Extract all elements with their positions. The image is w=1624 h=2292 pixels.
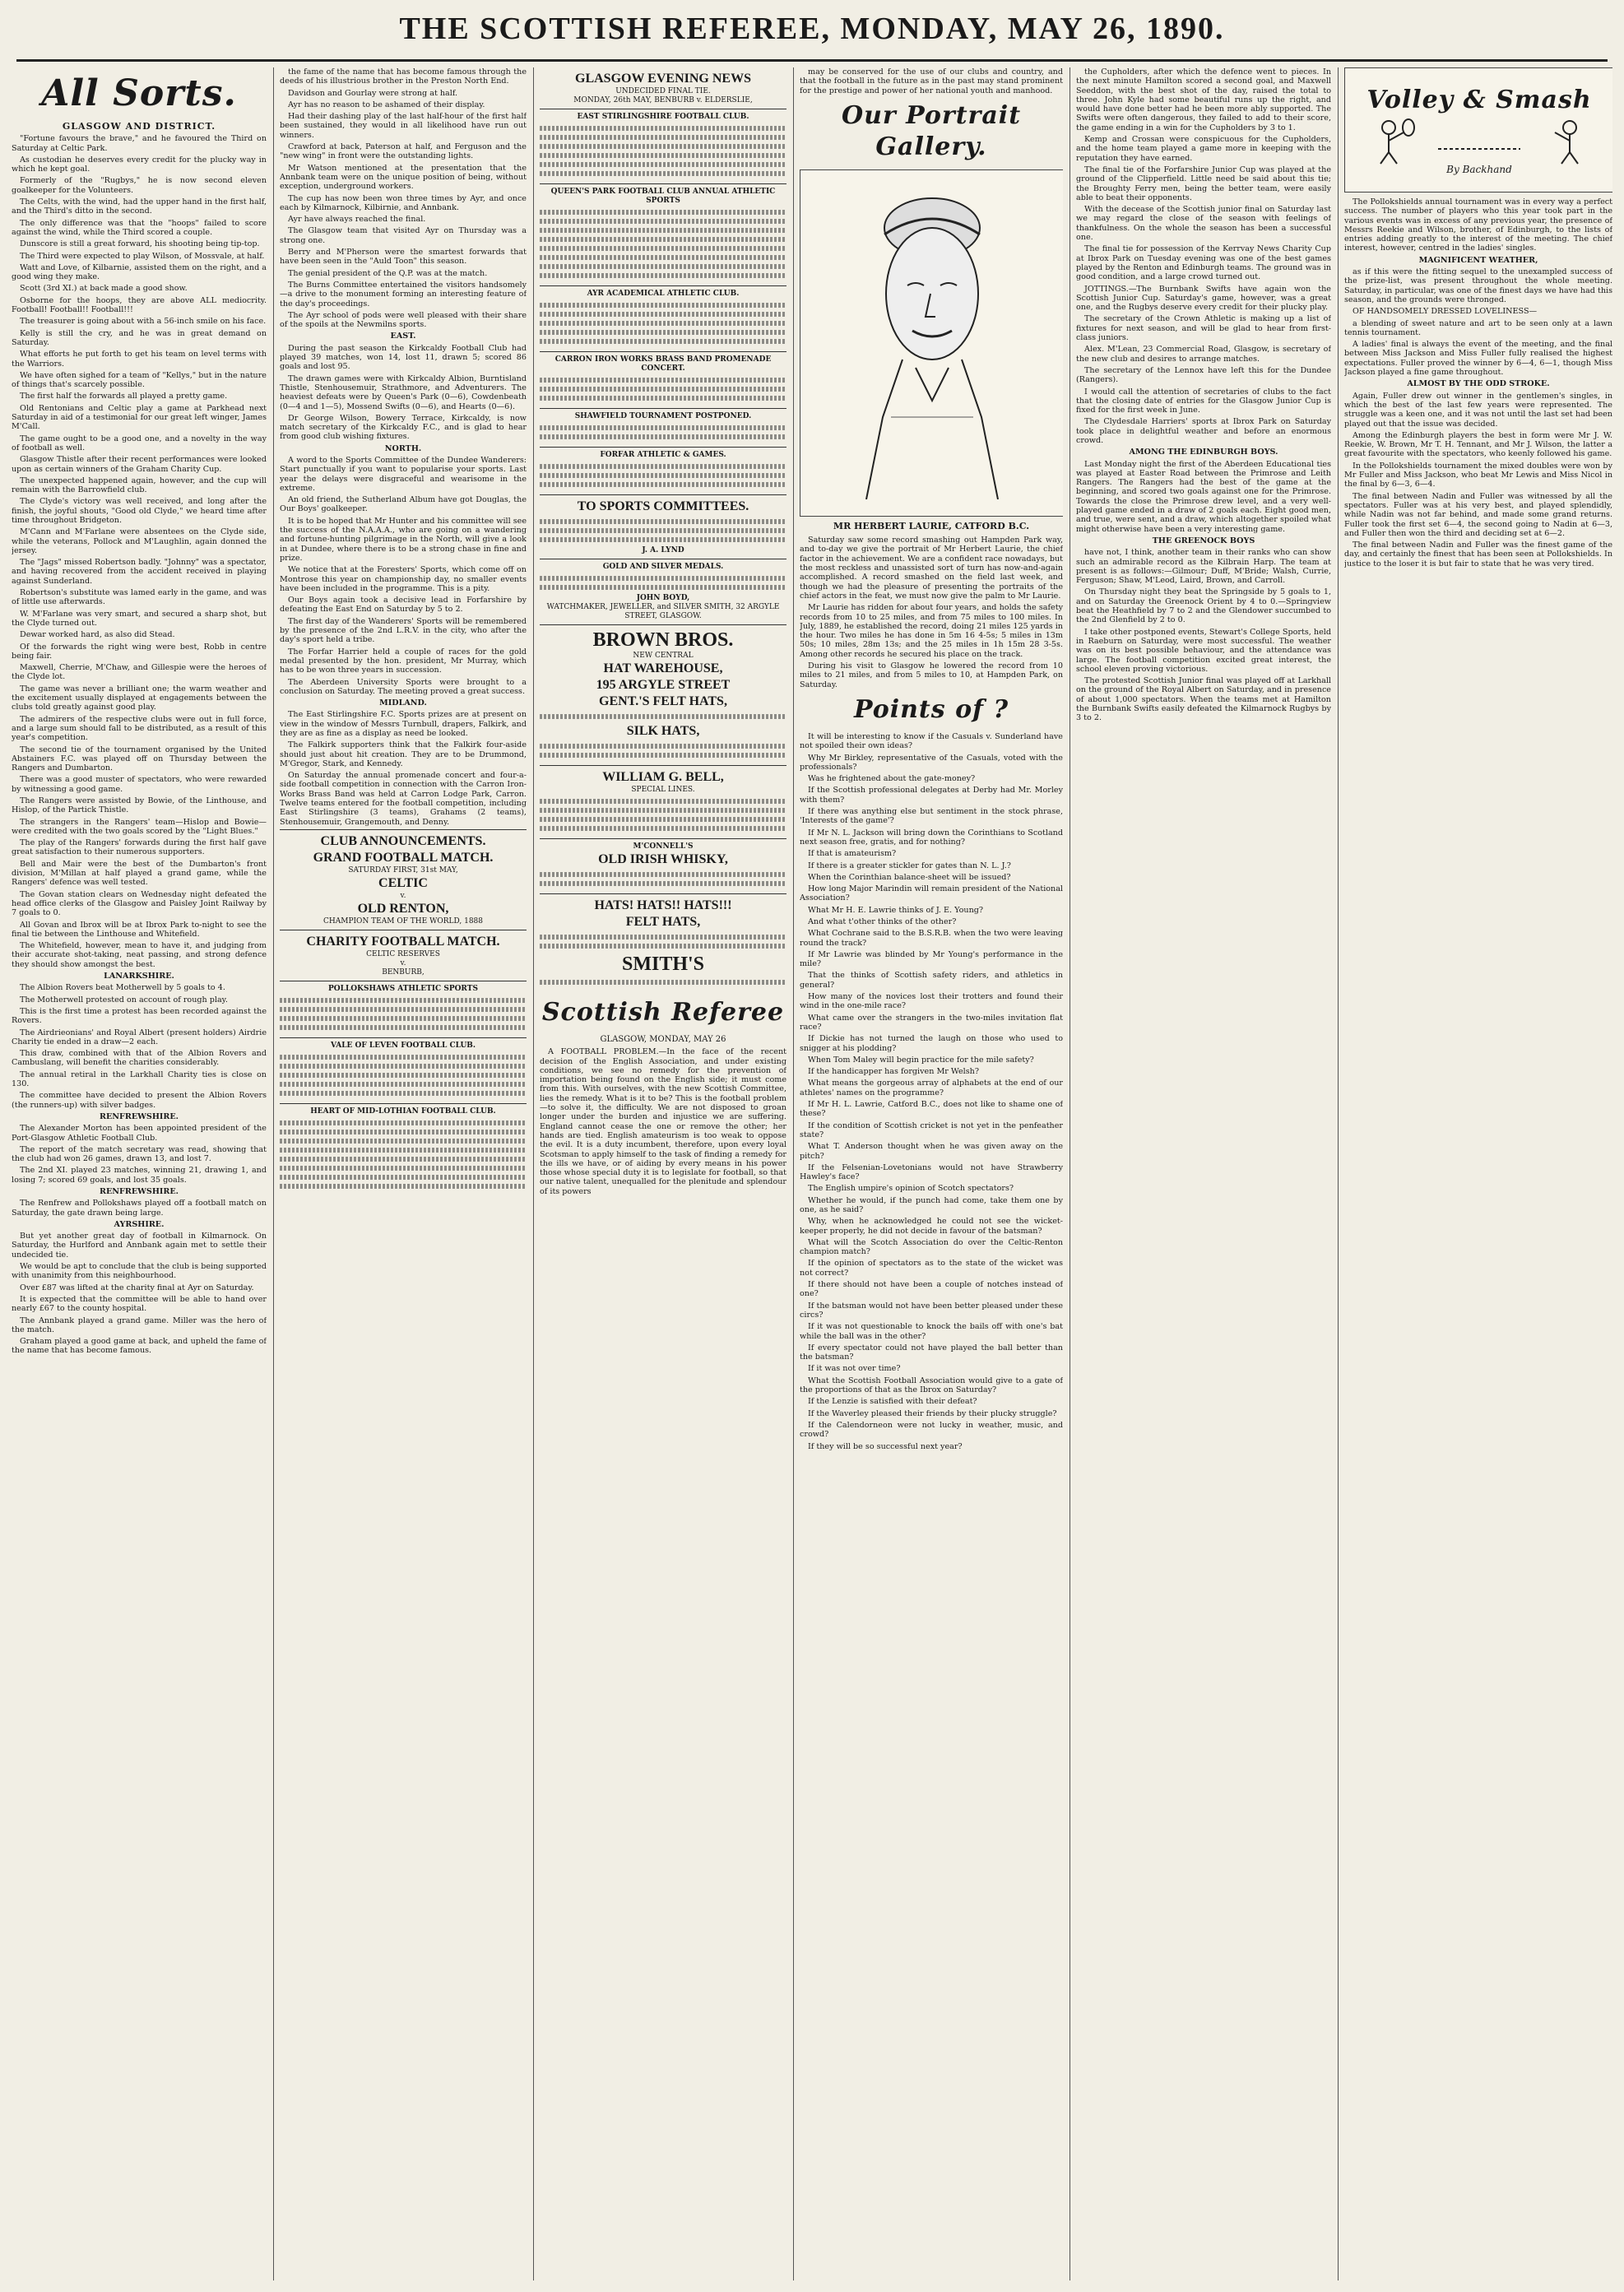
pollokshaws-title: POLLOKSHAWS ATHLETIC SPORTS	[328, 984, 478, 993]
paragraph: AYRSHIRE.	[114, 1219, 165, 1229]
paragraph: Kelly is still the cry, and he was in great demand on Saturday.	[12, 328, 267, 347]
paragraph: Dunscore is still a great forward, his shooting being tip-top.	[20, 239, 260, 249]
paragraph: Saturday saw some record smashing out Hampden Park way, and to-day we give the portrait of Mr Herbert Laurie, the chief factor in the achievement. We are a confident race nowadays, but the most reckless and unassisted sort of turn has now-and-again accomplished. A record smashed on the field last week, and though we had the pleasure of presenting the portraits of the chief actors in the feat, we must now give the palm to Mr Laurie.	[800, 536, 1063, 601]
paragraph: The secretary of the Crown Athletic is making up a list of fixtures for next season, and will be glad to hear from first-class juniors.	[1076, 314, 1331, 343]
paragraph: The strangers in the Rangers' team—Hislop and Bowie—were credited with the two goals scored by the "Light Blues."	[12, 817, 267, 836]
paragraph: I take other postponed events, Stewart's College Sports, held in Raeburn on Saturday, were most successful. The weather was on its best possible behaviour, and the attendance was large. The football competition excited great interest, the school eleven proving victorious.	[1076, 627, 1331, 674]
whisky-ad	[540, 838, 786, 893]
masthead-rule	[16, 59, 1608, 62]
paragraph: The Renfrew and Pollokshaws played off a football match on Saturday, the gate drawn being large.	[12, 1199, 267, 1218]
charity-team-2: BENBURB,	[382, 967, 425, 977]
paragraph: The final between Nadin and Fuller was witnessed by all the spectators. Fuller was at his very best, and played splendidly, while Nadin was not far behind, and made some grand returns. Fuller took the first set 6—4, the second going to Nadin at 6—3, and Fuller then won the third and deciding set at 6—2.	[1344, 491, 1612, 538]
paragraph: Mr Laurie has ridden for about four years, and holds the safety records from 10 to 25 miles, and from 75 miles to 100 miles. In July, 1889, he established the record, doing 21 miles 125 yards in the hour. Two miles he has done in 5m 16 4-5s; 5 miles in 13m 50s; 10 miles, 28m 13s; and the 25 miles in 1h 15m 28 3-5s. Among other records he secured his place on the track.	[800, 603, 1063, 659]
all-sorts-heading: All Sorts.	[41, 72, 237, 114]
paragraph: Bell and Mair were the best of the Dumbarton's front division, M'Millan at half played a grand game, while the Rangers' defence was well tested.	[12, 859, 267, 888]
paragraph: The game was never a brilliant one; the warm weather and the excitement usually displayed at engagements between the clubs told greatly against good play.	[12, 684, 267, 712]
column-volley-smash	[1344, 67, 1612, 2280]
notes-body	[280, 67, 527, 827]
points-heading: Points of ?	[853, 694, 1009, 724]
point-item: What T. Anderson thought when he was given away on the pitch?	[800, 1142, 1063, 1161]
point-item: Why Mr Birkley, representative of the Casuals, voted with the professionals?	[800, 753, 1063, 772]
paragraph: In the Pollokshields tournament the mixed doubles were won by Mr Fuller and Miss Jackson, who beat Mr Lewis and Miss Nicol in the final by 6—3, 6—4.	[1344, 461, 1612, 489]
points-list	[800, 732, 1063, 1451]
paragraph: MAGNIFICENT WEATHER,	[1418, 255, 1538, 265]
heart-of-midlothian-ad	[280, 1103, 527, 1196]
paragraph: The Pollokshields annual tournament was in every way a perfect success. The number of players who this year took part in the various events was in excess of any previous year, the presence of Messrs Reekie and Wilson, brother, of Edinburgh, to the lists of entries adding greatly to the interest of the meeting. The chief interest, however, centred in the ladies' singles.	[1344, 197, 1612, 253]
paragraph: the fame of the name that has become famous through the deeds of his illustrious brother in the Preston North End.	[280, 67, 527, 86]
point-item: Was he frightened about the gate-money?	[808, 774, 976, 784]
volley-smash-byline: By Backhand	[1446, 164, 1512, 176]
point-item: If the handicapper has forgiven Mr Welsh?	[808, 1067, 979, 1077]
smith-name: SMITH'S	[621, 953, 705, 975]
felt-hats: GENT.'S FELT HATS,	[599, 694, 727, 708]
paragraph: The committee have decided to present the Albion Rovers (the runners-up) with silver badges.	[12, 1091, 267, 1110]
paragraph: But yet another great day of football in Kilmarnock. On Saturday, the Hurlford and Annbank again met to settle their undecided tie.	[12, 1232, 267, 1260]
brown-bros-ad	[540, 624, 786, 765]
volley-smash-body	[1344, 197, 1612, 568]
point-item: If the batsman would not have been better pleased under these circs?	[800, 1301, 1063, 1320]
point-item: The English umpire's opinion of Scotch spectators?	[808, 1184, 1014, 1194]
paragraph: The report of the match secretary was read, showing that the club had won 26 games, drawn 13, and lost 7.	[12, 1144, 267, 1164]
charity-versus: v.	[400, 958, 406, 967]
point-item: If there should not have been a couple of notches instead of one?	[800, 1280, 1063, 1299]
point-item: If there was anything else but sentiment in the stock phrase, 'Interests of the game'?	[800, 807, 1063, 826]
east-stirlingshire-title: EAST STIRLINGSHIRE FOOTBALL CLUB.	[577, 113, 749, 121]
paragraph: Old Rentonians and Celtic play a game at Parkhead next Saturday in aid of a testimonial for our great left winger, James M'Call.	[12, 403, 267, 432]
east-stirlingshire-ad	[540, 109, 786, 183]
portrait-illustration	[800, 169, 1063, 517]
charity-team-1: CELTIC RESERVES	[366, 949, 440, 958]
paragraph: M'Cann and M'Farlane were absentees on the Clyde side, while the veterans, Pollock and M'Laughlin, again donned the jersey.	[12, 527, 267, 555]
boyd-name: JOHN BOYD,	[636, 594, 690, 602]
glasgow-district-subhead: GLASGOW AND DISTRICT.	[62, 121, 216, 132]
sports-committees-title: TO SPORTS COMMITTEES.	[577, 499, 749, 513]
paragraph: Alex. M'Lean, 23 Commercial Road, Glasgow, is secretary of the new club and desires to arrange matches.	[1076, 345, 1331, 364]
paragraph: The Aberdeen University Sports were brought to a conclusion on Saturday. The meeting proved a great success.	[280, 677, 527, 696]
paragraph: The unexpected happened again, however, and the cup will remain with the Barrowfield club.	[12, 476, 267, 495]
paragraph: As custodian he deserves every credit for the plucky way in which he kept goal.	[12, 155, 267, 174]
portrait-sketch	[833, 170, 1031, 499]
point-item: If the Scottish professional delegates at Derby had Mr. Morley with them?	[800, 786, 1063, 805]
evening-news-sub: UNDECIDED FINAL TIE.	[615, 87, 711, 95]
paragraph: The Forfar Harrier held a couple of races for the gold medal presented by the hon. president, Mr Murray, which has to be won three years in succession.	[280, 647, 527, 675]
paragraph: The cup has now been won three times by Ayr, and once each by Kilmarnock, Kilbirnie, and Annbank.	[280, 193, 527, 212]
paragraph: Of the forwards the right wing were best, Robb in centre being fair.	[12, 642, 267, 661]
paragraph: The Albion Rovers beat Motherwell by 5 goals to 4.	[20, 983, 225, 993]
point-item: When the Corinthian balance-sheet will be issued?	[808, 872, 1011, 882]
lynd-name: J. A. LYND	[642, 546, 684, 554]
paragraph: The protested Scottish Junior final was played off at Larkhall on the ground of the Royal Albert on Saturday, and in presence of about 1,000 spectators. When the teams met at Hamilton the Burnbank Swifts easily defeated the Kilmarnock Rugbys by 3 to 2.	[1076, 676, 1331, 723]
point-item: If the Lenzie is satisfied with their defeat?	[808, 1397, 977, 1407]
brown-bros-line: HAT WAREHOUSE,	[603, 661, 723, 675]
bell-sub: SPECIAL LINES.	[631, 786, 695, 794]
paragraph: W. M'Farlane was very smart, and secured a sharp shot, but the Clyde turned out.	[12, 609, 267, 628]
pollokshaws-sports-ad	[280, 981, 527, 1037]
paragraph: Dr George Wilson, Bowery Terrace, Kirkcaldy, is now match secretary of the Kirkcaldy F.C., and is glad to hear from good club wishing fixtures.	[280, 413, 527, 442]
paragraph: I would call the attention of secretaries of clubs to the fact that the closing date of entries for the Glasgow Junior Cup is fixed for the first week in June.	[1076, 387, 1331, 415]
point-item: What Cochrane said to the B.S.R.B. when the two were leaving round the track?	[800, 929, 1063, 948]
column-divider	[1338, 67, 1339, 2280]
paragraph: Over £87 was lifted at the charity final at Ayr on Saturday.	[20, 1283, 254, 1292]
junior-football-body	[1076, 67, 1331, 723]
point-item: If there is a greater stickler for gates than N. L. J.?	[808, 861, 1011, 870]
gold-medals-title: GOLD AND SILVER MEDALS.	[602, 563, 724, 571]
paragraph: This draw, combined with that of the Albion Rovers and Cambuslang, will benefit the charities considerably.	[12, 1049, 267, 1068]
point-item: If Mr Lawrie was blinded by Mr Young's performance in the mile?	[800, 949, 1063, 969]
paragraph: Mr Watson mentioned at the presentation that the Annbank team were on the unique position of being, without exception, underground workers.	[280, 163, 527, 192]
volley-smash-heading: Volley & Smash	[1366, 86, 1592, 115]
masthead	[0, 0, 1624, 58]
paragraph: The Rangers were assisted by Bowie, of the Linthouse, and Hislop, of the Partick Thistle.	[12, 796, 267, 815]
brown-bros-sub: NEW CENTRAL	[633, 652, 694, 660]
paragraph: Had their dashing play of the last half-hour of the first half been sustained, they would in all likelihood have run out winners.	[280, 112, 527, 140]
hats-line: HATS! HATS!! HATS!!!	[594, 898, 732, 912]
paragraph: The East Stirlingshire F.C. Sports prizes are at present on view in the window of Messrs Turnbull, drapers, Falkirk, and they are as fine as a display as need be looked.	[280, 710, 527, 738]
paragraph: The first day of the Wanderers' Sports will be remembered by the presence of the 2nd L.R.V. in the city, who after the day's sport held a tribe.	[280, 616, 527, 645]
whisky-line: OLD IRISH WHISKY,	[598, 852, 728, 866]
point-item: It will be interesting to know if the Casuals v. Sunderland have not spoiled their own ideas?	[800, 731, 1063, 751]
paragraph: We have often sighed for a team of "Kellys," but in the nature of things that's scarcely possible.	[12, 370, 267, 390]
paragraph: The play of the Rangers' forwards during the first half gave great satisfaction to their numerous supporters.	[12, 838, 267, 857]
point-item: What Mr H. E. Lawrie thinks of J. E. Young?	[808, 905, 984, 915]
paragraph: EAST.	[390, 332, 416, 341]
point-item: That the thinks of Scottish safety riders, and athletics in general?	[800, 971, 1063, 990]
paragraph: An old friend, the Sutherland Album have got Douglas, the Our Boys' goalkeeper.	[280, 495, 527, 514]
paragraph: With the decease of the Scottish junior final on Saturday last we may regard the close of the season with feelings of thankfulness. On the whole the season has been a successful one.	[1076, 205, 1331, 243]
paragraph: During the past season the Kirkcaldy Football Club had played 39 matches, won 14, lost 11, drawn 5; scored 86 goals and lost 95.	[280, 343, 527, 372]
paragraph: Robertson's substitute was lamed early in the game, and was of little use afterwards.	[12, 588, 267, 607]
point-item: If the condition of Scottish cricket is not yet in the penfeather state?	[800, 1120, 1063, 1139]
portrait-gallery-heading: Our Portrait Gallery.	[841, 100, 1022, 161]
paragraph: Dewar worked hard, as also did Stead.	[20, 630, 175, 640]
whisky-brand: M'CONNELL'S	[633, 842, 694, 851]
paragraph: Berry and M'Pherson were the smartest forwards that have been seen in the "Auld Toon" this season.	[280, 248, 527, 267]
point-item: If it was not questionable to knock the bails off with one's bat while the ball was in the other?	[800, 1322, 1063, 1341]
paragraph: The genial president of the Q.P. was at the match.	[288, 268, 488, 278]
volley-smash-header	[1344, 67, 1612, 193]
grand-match-team-2: OLD RENTON,	[357, 901, 449, 916]
shawfield-ad	[540, 408, 786, 447]
paragraph: On Saturday the annual promenade concert and four-a-side football competition in connection with the Carron Iron-Works Brass Band was held at Carron Lodge Park, Carron. Twelve teams entered for the football competition, including East Stirlingshire (3 teams), Grahams (2 teams), Stenhousemuir, Grangemouth, and Denny.	[280, 771, 527, 827]
grand-match-versus: v.	[400, 891, 406, 900]
forfar-title: FORFAR ATHLETIC & GAMES.	[600, 451, 726, 459]
column-advertisements	[540, 67, 786, 2280]
paragraph: The Celts, with the wind, had the upper hand in the first half, and the Third's ditto in the second.	[12, 197, 267, 216]
paragraph: Ayr have always reached the final.	[288, 215, 426, 225]
paragraph: The 2nd XI. played 23 matches, winning 21, drawing 1, and losing 7; scored 69 goals, and lost 35 goals.	[12, 1166, 267, 1185]
paragraph: NORTH.	[384, 443, 422, 453]
tennis-players-icon	[1356, 116, 1603, 165]
paragraph: The Annbank played a grand game. Miller was the hero of the match.	[12, 1315, 267, 1334]
paragraph: Formerly of the "Rugbys," he is now second eleven goalkeeper for the Volunteers.	[12, 176, 267, 195]
gold-medals-ad	[540, 559, 786, 624]
paragraph: A word to the Sports Committee of the Dundee Wanderers: Start punctually if you want to popularise your sports. Last year the delays were disgraceful and wearisome in the extreme.	[280, 455, 527, 493]
referee-dateline: GLASGOW, MONDAY, MAY 26	[600, 1035, 726, 1044]
paragraph: The secretary of the Lennox have left this for the Dundee (Rangers).	[1076, 365, 1331, 385]
paragraph: This is the first time a protest has been recorded against the Rovers.	[12, 1006, 267, 1026]
bell-ad	[540, 765, 786, 838]
paragraph: The Clyde's victory was well received, and long after the finish, the joyful shouts, "Good old Clyde," we heard time after time throughout Bridgeton.	[12, 497, 267, 525]
leader-continued: may be conserved for the use of our clubs and country, and that the football in the future as in the past may stand prominent for the prestige and power of her national youth and manhood.	[800, 67, 1063, 95]
all-sorts-body	[12, 134, 267, 1355]
paragraph: The Whitefield, however, mean to have it, and judging from their accurate shot-taking, neat passing, and strong defence they should show amongst the best.	[12, 941, 267, 969]
paragraph: Crawford at back, Paterson at half, and Ferguson and the "new wing" in front were the outstanding lights.	[280, 142, 527, 161]
point-item: If every spectator could not have played the ball better than the batsman?	[800, 1343, 1063, 1362]
evening-news-ad	[540, 67, 786, 109]
paragraph: On Thursday night they beat the Springside by 5 goals to 1, and on Saturday the Greenock Orient by 4 to 0.—Springview beat the Heathfield by 7 to 2 and the Glendower succumbed to the 2nd Glenfield by 2 to 0.	[1076, 587, 1331, 625]
heart-title: HEART OF MID-LOTHIAN FOOTBALL CLUB.	[310, 1107, 496, 1116]
paragraph: The Third were expected to play Wilson, of Mossvale, at half.	[20, 251, 265, 261]
point-item: What the Scottish Football Association would give to a gate of the proportions of that as the Ibrox on Saturday?	[800, 1376, 1063, 1395]
paragraph: JOTTINGS.—The Burnbank Swifts have again won the Scottish Junior Cup. Saturday's game, however, was a great one, and the Rugbys deserve every credit for their plucky play.	[1076, 284, 1331, 313]
point-item: What means the gorgeous array of alphabets at the end of our athletes' names on the programme?	[800, 1079, 1063, 1097]
paragraph: THE GREENOCK BOYS	[1152, 536, 1255, 545]
paragraph: The final tie of the Forfarshire Junior Cup was played at the ground of the Clipperfield. Little need be said about this tie; the Broughty Ferry men, being the better team, were easily able to beat their opponents.	[1076, 165, 1331, 202]
carron-concert-ad	[540, 351, 786, 408]
point-item: Whether he would, if the punch had come, take them one by one, as he said?	[800, 1195, 1063, 1214]
paragraph: The first half the forwards all played a pretty game.	[20, 392, 228, 401]
paragraph: There was a good muster of spectators, who were rewarded by witnessing a good game.	[12, 775, 267, 794]
column-junior-football	[1076, 67, 1331, 2280]
point-item: If that is amateurism?	[808, 849, 897, 859]
ayr-academical-ad	[540, 285, 786, 351]
paragraph: RENFREWSHIRE.	[99, 1111, 179, 1121]
paragraph: The Ayr school of pods were well pleased with their share of the spoils at the Newmilns sports.	[280, 310, 527, 330]
forfar-ad	[540, 447, 786, 494]
paragraph: It is expected that the committee will be able to hand over nearly £67 to the county hospital.	[12, 1294, 267, 1314]
point-item: What will the Scotch Association do over the Celtic-Renton champion match?	[800, 1237, 1063, 1257]
paragraph: The Clydesdale Harriers' sports at Ibrox Park on Saturday took place in delightful weather and before an enormous crowd.	[1076, 417, 1331, 445]
point-item: If Dickie has not turned the laugh on those who used to snigger at his plodding?	[800, 1034, 1063, 1053]
grand-match-team-1: CELTIC	[378, 875, 428, 890]
point-item: Why, when he acknowledged he could not see the wicket-keeper properly, he did not decide in favour of the batsman?	[800, 1217, 1063, 1236]
point-item: If the Felsenian-Lovetonians would not have Strawberry Hawley's face?	[800, 1162, 1063, 1182]
paragraph: The final between Nadin and Fuller was the finest game of the day, and certainly the finest that has been seen at Pollokshields. In justice to the loser it is but fair to state that he was very tired.	[1344, 541, 1612, 568]
paragraph: Ayr has no reason to be ashamed of their display.	[288, 100, 485, 109]
paragraph: Graham played a good game at back, and upheld the fame of the name that has become famous.	[12, 1337, 267, 1356]
paragraph: as if this were the fitting sequel to the unexampled success of the prize-list, was present throughout the whole meeting. Saturday, in particular, was one of the finest days we have had this season, and the grounds were thronged.	[1344, 267, 1612, 304]
point-item: What came over the strangers in the two-miles invitation flat race?	[800, 1013, 1063, 1032]
queens-park-sports-ad	[540, 183, 786, 285]
paragraph: The Alexander Morton has been appointed president of the Port-Glasgow Athletic Football Club.	[12, 1124, 267, 1143]
club-announcements	[280, 829, 527, 930]
paragraph: During his visit to Glasgow he lowered the record from 10 miles to 21 miles, and from 5 miles to 10, at Hampden Park, on Saturday.	[800, 661, 1063, 689]
paragraph: The game ought to be a good one, and a novelty in the way of football as well.	[12, 434, 267, 452]
scottish-referee-logo: Scottish Referee	[541, 998, 785, 1027]
boyd-address: WATCHMAKER, JEWELLER, and SILVER SMITH, 32 ARGYLE STREET, GLASGOW.	[546, 603, 780, 620]
paragraph: a blending of sweet nature and art to be seen only at a lawn tennis tournament.	[1344, 318, 1612, 337]
club-announcements-heading: CLUB ANNOUNCEMENTS.	[320, 833, 486, 848]
point-item: How many of the novices lost their trotters and found their wind in the one-mile race?	[800, 992, 1063, 1011]
column-divider	[533, 67, 534, 2280]
vale-of-leven-ad	[280, 1037, 527, 1103]
paragraph: Scott (3rd XI.) at back made a good show.	[20, 284, 188, 294]
leader-article: A FOOTBALL PROBLEM.—In the face of the recent decision of the English Association, and under existing conditions, we see no remedy for the prevention of importation being found on the English side; it must come from this. With ourselves, with the new Scottish Committee, lies the remedy. What is it to be? This is the football problem—to solve it, the difficulty. We are not disposed to groan longer under the burden and injustice we are suffering. England cannot cease the one or remove the other; her hands are tied. English amateurism is too weak to oppose the evil. It is a duty incumbent, therefore, upon every loyal Scotsman to apply himself to the task of finding a remedy for the ills we have, or of aiding by every means in his power those whose special duty it is to legislate for football, so that our native talent, unequalled for the plenitude and splendour of its powers	[540, 1047, 786, 1196]
paragraph: The final tie for possession of the Kerrvay News Charity Cup at Ibrox Park on Tuesday evening was one of the best games played by the Renton and Edinburgh teams. The ground was in good condition, and a large crowd turned out.	[1076, 244, 1331, 282]
hats-ad	[540, 893, 786, 992]
grand-match-title: GRAND FOOTBALL MATCH.	[313, 850, 494, 865]
column-divider	[273, 67, 274, 2280]
evening-news-teams: MONDAY, 26th MAY, BENBURB v. ELDERSLIE,	[573, 96, 753, 104]
paragraph: Among the Edinburgh players the best in form were Mr J. W. Reekie, W. Brown, Mr T. H. Tennant, and Mr J. Wilson, the latter a great favourite with the spectators, who keenly followed his game.	[1344, 430, 1612, 459]
portrait-caption: MR HERBERT LAURIE, CATFORD B.C.	[833, 520, 1030, 531]
paragraph: MIDLAND.	[379, 698, 427, 708]
paragraph: A ladies' final is always the event of the meeting, and the final between Miss Jackson and Miss Fuller fully realised the highest expectations. Fuller proved the winner by 6—4, 6—1, though Miss Jackson played a fine game throughout.	[1344, 340, 1612, 378]
paragraph: "Fortune favours the brave," and he favoured the Third on Saturday at Celtic Park.	[12, 134, 267, 153]
paragraph: the Cupholders, after which the defence went to pieces. In the next minute Hamilton scored a second goal, and Maxwell Seeddon, with the best shot of the day, raised the total to three. John Kyle had some beautiful runs up the right, and would have done better had he been more ably supported. The Swifts were often dangerous, they failed to add to their score, the game ending in a win for the Cupholders by 3 to 1.	[1076, 67, 1331, 132]
column-all-sorts	[12, 67, 267, 2280]
paragraph: What efforts he put forth to get his team on level terms with the Warriors.	[12, 350, 267, 369]
sports-committees-ad	[540, 494, 786, 559]
brown-bros-name: BROWN BROS.	[592, 629, 734, 651]
grand-match-date: SATURDAY FIRST, 31st MAY,	[348, 865, 458, 875]
paragraph: We notice that at the Foresters' Sports, which come off on Montrose this year on championship day, no smaller events have been included in the programme. This is a pity.	[280, 565, 527, 593]
evening-news-title: GLASGOW EVENING NEWS	[575, 72, 751, 86]
point-item: If it was not over time?	[808, 1364, 901, 1374]
paragraph: All Govan and Ibrox will be at Ibrox Park to-night to see the final tie between the Linthouse and Whitefield.	[12, 920, 267, 939]
column-portrait-and-points	[800, 67, 1063, 2280]
queens-park-title: QUEEN'S PARK FOOTBALL CLUB ANNUAL ATHLETIC SPORTS	[550, 188, 776, 205]
shawfield-title: SHAWFIELD TOURNAMENT POSTPONED.	[574, 412, 752, 420]
paragraph: The Falkirk supporters think that the Falkirk four-aside should just about hit creation. They are to be Drummond, M'Gregor, Stark, and Kennedy.	[280, 740, 527, 768]
bell-name: WILLIAM G. BELL,	[602, 770, 724, 784]
paragraph: The treasurer is going about with a 56-inch smile on his face.	[20, 317, 267, 327]
point-item: And what t'other thinks of the other?	[808, 916, 957, 926]
paragraph: AMONG THE EDINBURGH BOYS.	[1129, 448, 1278, 457]
point-item: If the Waverley pleased their friends by their plucky struggle?	[808, 1408, 1057, 1418]
grand-match-note: CHAMPION TEAM OF THE WORLD, 1888	[323, 916, 483, 926]
point-item: If the Calendorneon were not lucky in weather, music, and crowd?	[800, 1420, 1063, 1440]
silk-hats: SILK HATS,	[626, 724, 700, 738]
paragraph: OF HANDSOMELY DRESSED LOVELINESS—	[1353, 307, 1538, 317]
paragraph: Maxwell, Cherrie, M'Chaw, and Gillespie were the heroes of the Clyde lot.	[12, 663, 267, 682]
paragraph: The Glasgow team that visited Ayr on Thursday was a strong one.	[280, 226, 527, 245]
felt-hats-2: FELT HATS,	[625, 915, 701, 929]
point-item: If Mr H. L. Lawrie, Catford B.C., does not like to shame one of these?	[800, 1100, 1063, 1119]
paragraph: The Airdrieonians' and Royal Albert (present holders) Airdrie Charity tie ended in a draw—2 each.	[12, 1028, 267, 1046]
paragraph: LANARKSHIRE.	[104, 972, 174, 981]
charity-match-title: CHARITY FOOTBALL MATCH.	[306, 934, 500, 949]
carron-title: CARRON IRON WORKS BRASS BAND PROMENADE CONCERT.	[554, 355, 772, 373]
paragraph: RENFREWSHIRE.	[99, 1186, 179, 1196]
point-item: When Tom Maley will begin practice for the mile safety?	[808, 1055, 1034, 1065]
masthead-title: THE SCOTTISH REFEREE, MONDAY, MAY 26, 1890.	[399, 12, 1225, 46]
paragraph: Our Boys again took a decisive lead in Forfarshire by defeating the East End on Saturday by 5 to 2.	[280, 596, 527, 615]
brown-bros-address: 195 ARGYLE STREET	[596, 678, 731, 692]
paragraph: ALMOST BY THE ODD STROKE.	[1407, 379, 1550, 389]
ayr-academical-title: AYR ACADEMICAL ATHLETIC CLUB.	[587, 290, 740, 298]
vale-title: VALE OF LEVEN FOOTBALL CLUB.	[330, 1041, 476, 1050]
paragraph: The Burns Committee entertained the visitors handsomely—a drive to the monument forming an interesting feature of the day's proceedings.	[280, 280, 527, 309]
page-columns	[12, 67, 1612, 2280]
point-item: If Mr N. L. Jackson will bring down the Corinthians to Scotland next season free, gratis, and for nothing?	[800, 828, 1063, 847]
paragraph: Davidson and Gourlay were strong at half.	[288, 88, 458, 98]
paragraph: Kemp and Crossan were conspicuous for the Cupholders, and the home team played a game more in keeping with the reputation they have earned.	[1076, 135, 1331, 163]
paragraph: Again, Fuller drew out winner in the gentlemen's singles, in which the best of the last few years were represented. The struggle was a keen one, and it was not until the last set had been played out that the issue was decided.	[1344, 391, 1612, 429]
paragraph: Last Monday night the first of the Aberdeen Educational ties was played at Easter Road between the Primrose and Leith Rangers. The Rangers had the best of the game at the beginning, and scored two goals against one for the Primrose. Towards the close the Primrose drew level, and a very well-played game ended in a draw of 2 goals each. Eight good men, and true, were sent, and a draw, which altogether spoiled what might otherwise have been a very interesting game.	[1076, 459, 1331, 534]
paragraph: The admirers of the respective clubs were out in full force, and a large sum should fall to be distributed, as a result of this year's competition.	[12, 714, 267, 743]
paragraph: Watt and Love, of Kilbarnie, assisted them on the right, and a good wing they make.	[12, 262, 267, 282]
point-item: If the opinion of spectators as to the state of the wicket was not correct?	[800, 1259, 1063, 1278]
paragraph: The annual retiral in the Larkhall Charity ties is close on 130.	[12, 1069, 267, 1089]
paragraph: The Motherwell protested on account of rough play.	[20, 995, 228, 1004]
paragraph: The drawn games were with Kirkcaldy Albion, Burntisland Thistle, Stenhousemuir, Strathmore, and Adventurers. The heaviest defeats were by Queen's Park (0—6), Cowdenbeath (0—4 and 1—5), Mossend Swifts (0—6), and Hearts (0—6).	[280, 373, 527, 411]
paragraph: The only difference was that the "hoops" failed to score against the wind, while the Third scored a couple.	[12, 218, 267, 237]
paragraph: The second tie of the tournament organised by the United Abstainers F.C. was played off on Thursday between the Rangers and Dumbarton.	[12, 745, 267, 773]
point-item: If they will be so successful next year?	[808, 1441, 963, 1451]
paragraph: have not, I think, another team in their ranks who can show such an admirable record as the Kilbrain Harp. The team at present is as follows:—Gilmour; Duff, M'Bride; Walsh, Currie, Ferguson; Shaw, M'Leod, Laird, Brown, and Carroll.	[1076, 548, 1331, 586]
paragraph: We would be apt to conclude that the club is being supported with unanimity from this neighbourhood.	[12, 1262, 267, 1281]
point-item: How long Major Marindin will remain president of the National Association?	[800, 884, 1063, 903]
paragraph: It is to be hoped that Mr Hunter and his committee will see the success of the N.A.A.A., who are going on a wandering and fortune-hunting pilgrimage in the North, will give a look in at Dundee, where there is to be a strong chase in fine and prize.	[280, 516, 527, 563]
paragraph: The "Jags" missed Robertson badly. "Johnny" was a spectator, and having recovered from the accident received in playing against Sunderland.	[12, 558, 267, 586]
paragraph: The Govan station clears on Wednesday night defeated the head office clerks of the Glasgow and Paisley Joint Railway by 7 goals to 0.	[12, 889, 267, 918]
column-notes-and-announcements	[280, 67, 527, 2280]
paragraph: Osborne for the hoops, they are above ALL mediocrity. Football! Football!! Football!!!	[12, 295, 267, 315]
paragraph: Glasgow Thistle after their recent performances were looked upon as certain winners of the Graham Charity Cup.	[12, 455, 267, 474]
column-divider	[793, 67, 794, 2280]
charity-match-ad	[280, 930, 527, 981]
portrait-article	[800, 536, 1063, 689]
